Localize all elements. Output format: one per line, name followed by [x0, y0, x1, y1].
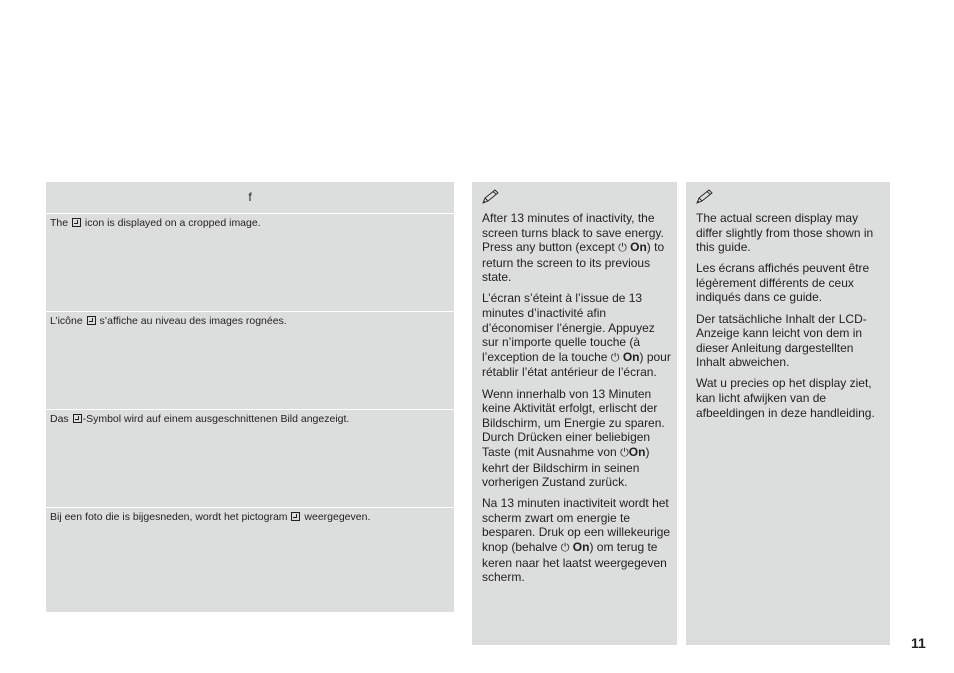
- row-text-before: The: [50, 217, 72, 229]
- row-text-before: Bij een foto die is bijgesneden, wordt het pictogram: [50, 511, 291, 523]
- note-text: [482, 211, 671, 591]
- crop-icon: [72, 218, 81, 227]
- crop-icon: [87, 316, 96, 325]
- note-paragraph-fr: Les écrans affichés peuvent être légèrement différents de ceux indiqués dans ce guide.: [696, 261, 870, 305]
- table-row-de: [46, 410, 454, 508]
- note-text-before: After 13 minutes of inactivity, the screen turns black to save energy. Press any button (except: [482, 211, 664, 255]
- table-row-en: [46, 214, 454, 312]
- on-key-label: On: [628, 444, 646, 459]
- note-text-after: ) to return the screen to its previous state.: [482, 240, 665, 285]
- crop-info-table: [46, 182, 454, 612]
- on-key-label: On: [630, 240, 647, 255]
- note-text-before: L’écran s’éteint à l’issue de 13 minutes d’inactivité afin d’économiser l’énergie. Appuyez sur n’importe quelle touche (à l’exception de la touche: [482, 291, 655, 364]
- note-text-after: ) pour rétablir l’état antérieur de l’écran.: [482, 349, 671, 380]
- pencil-icon: [695, 189, 715, 205]
- note-paragraph-de: Der tatsächliche Inhalt der LCD-Anzeige kann leicht von dem in dieser Anleitung dargestellten Inhalt abweichen.: [696, 311, 867, 370]
- row-text-after: icon is displayed on a cropped image.: [82, 217, 261, 229]
- note-paragraph-en: The actual screen display may differ slightly from those shown in this guide.: [696, 211, 874, 255]
- note-text-before: Na 13 minuten inactiviteit wordt het scherm zwart om energie te besparen. Druk op een willekeurige knop (behalve: [482, 496, 671, 554]
- row-text-after: s’affiche au niveau des images rognées.: [96, 315, 287, 327]
- note-panel-display: [686, 182, 890, 645]
- table-row-fr: [46, 312, 454, 410]
- power-icon: ⏻: [618, 242, 627, 255]
- note-text-before: Wenn innerhalb von 13 Minuten keine Aktivität erfolgt, erlischt der Bildschirm, um Energie zu sparen. Durch Drücken einer beliebigen Taste (mit Ausnahme von: [482, 386, 665, 459]
- note-text-after: ) kehrt der Bildschirm in seinen vorherigen Zustand zurück.: [482, 444, 650, 490]
- on-key-label: On: [622, 349, 640, 364]
- note-text: [696, 211, 884, 427]
- row-text-after: weergegeven.: [301, 511, 371, 523]
- power-icon: ⏻: [560, 541, 570, 554]
- note-panel-inactivity: [472, 182, 677, 645]
- power-icon: ⏻: [610, 351, 620, 364]
- note-paragraph-en: [482, 211, 671, 285]
- on-key-label: On: [572, 539, 590, 554]
- table-row-nl: [46, 508, 454, 606]
- crop-icon: [291, 512, 300, 521]
- note-paragraph-nl: Wat u precies op het display ziet, kan licht afwijken van de afbeeldingen in deze handleiding.: [696, 376, 875, 420]
- page-number: 11: [911, 635, 926, 651]
- note-text-after: ) om terug te keren naar het laatst weergegeven scherm.: [482, 539, 667, 585]
- row-text-before: L’icône: [50, 315, 86, 327]
- note-paragraph-nl: [482, 496, 671, 585]
- power-icon: ⏻: [620, 446, 629, 459]
- row-text-before: Das: [50, 413, 72, 425]
- note-paragraph-fr: [482, 291, 671, 380]
- note-paragraph-de: [482, 387, 671, 490]
- row-text-after: -Symbol wird auf einem ausgeschnittenen Bild angezeigt.: [82, 413, 350, 425]
- crop-icon: [73, 414, 82, 423]
- pencil-icon: [481, 189, 501, 205]
- table-header: f: [46, 182, 454, 214]
